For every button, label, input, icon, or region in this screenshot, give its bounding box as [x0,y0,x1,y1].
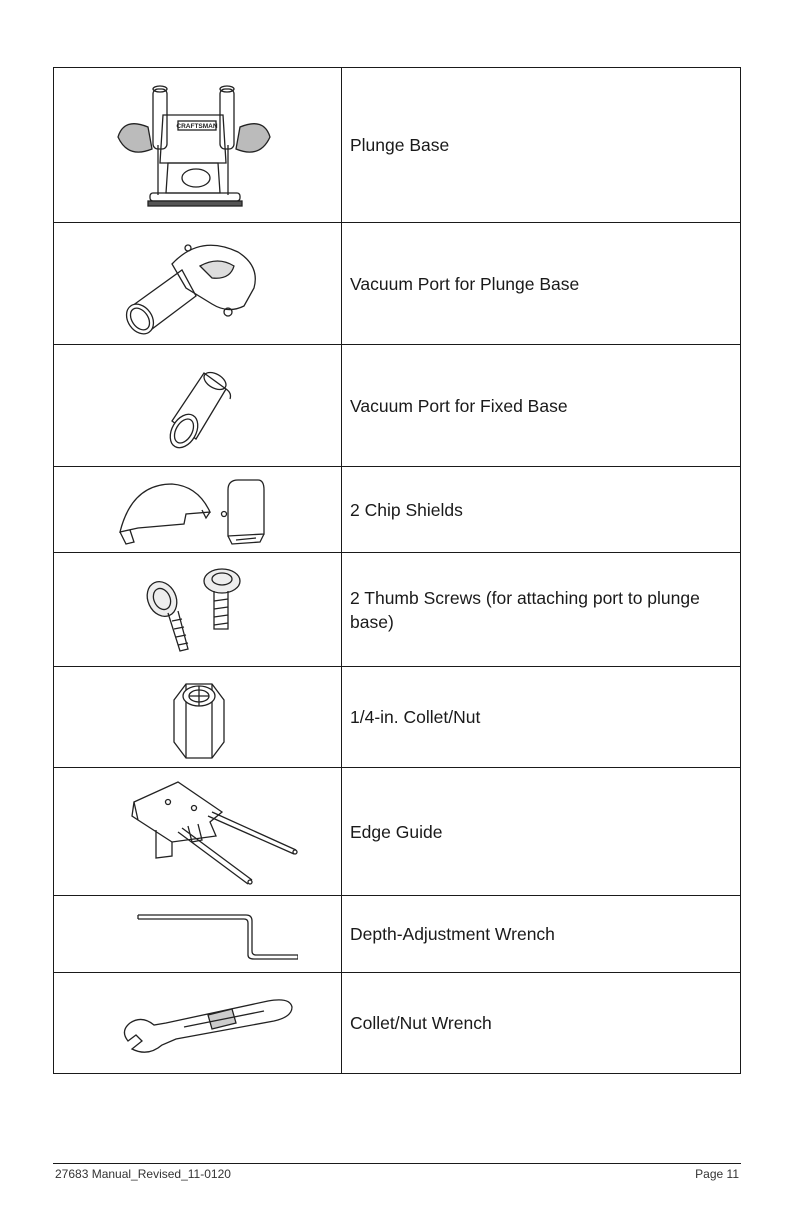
table-row [54,553,741,667]
part-label-depth-wrench: Depth-Adjustment Wrench [342,896,741,973]
plunge-base-icon [108,75,288,215]
parts-table [53,67,741,1074]
vacuum-port-fixed-icon [138,351,258,461]
image-cell [54,223,342,345]
part-label-thumb-screws: 2 Thumb Screws (for attaching port to plunge base) [342,553,741,667]
image-cell [54,973,342,1074]
table-row [54,896,741,973]
edge-guide-icon [98,772,298,892]
table-row [54,223,741,345]
part-label-chip-shields: 2 Chip Shields [342,467,741,553]
footer-rule [53,1163,741,1164]
table-row [54,345,741,467]
depth-wrench-icon [98,899,298,969]
collet-wrench-icon [98,983,298,1063]
collet-nut-icon [148,670,248,765]
table-row [54,768,741,896]
image-cell [54,667,342,768]
table-row [54,667,741,768]
part-label-collet-nut: 1/4-in. Collet/Nut [342,667,741,768]
image-cell [54,768,342,896]
image-cell [54,345,342,467]
chip-shields-icon [98,470,298,550]
thumb-screws-icon [128,557,268,662]
part-label-vacuum-port-fixed: Vacuum Port for Fixed Base [342,345,741,467]
image-cell [54,553,342,667]
image-cell [54,896,342,973]
vacuum-port-plunge-icon [108,226,288,341]
table-row [54,467,741,553]
footer-document-id: 27683 Manual_Revised_11-0120 [55,1167,231,1181]
table-row [54,68,741,223]
part-label-plunge-base: Plunge Base [342,68,741,223]
part-label-collet-wrench: Collet/Nut Wrench [342,973,741,1074]
image-cell [54,467,342,553]
image-cell [54,68,342,223]
brand-logo: CRAFTSMAN [175,123,218,130]
footer-page-number: Page 11 [695,1167,739,1181]
part-label-vacuum-port-plunge: Vacuum Port for Plunge Base [342,223,741,345]
table-row [54,973,741,1074]
part-label-edge-guide: Edge Guide [342,768,741,896]
